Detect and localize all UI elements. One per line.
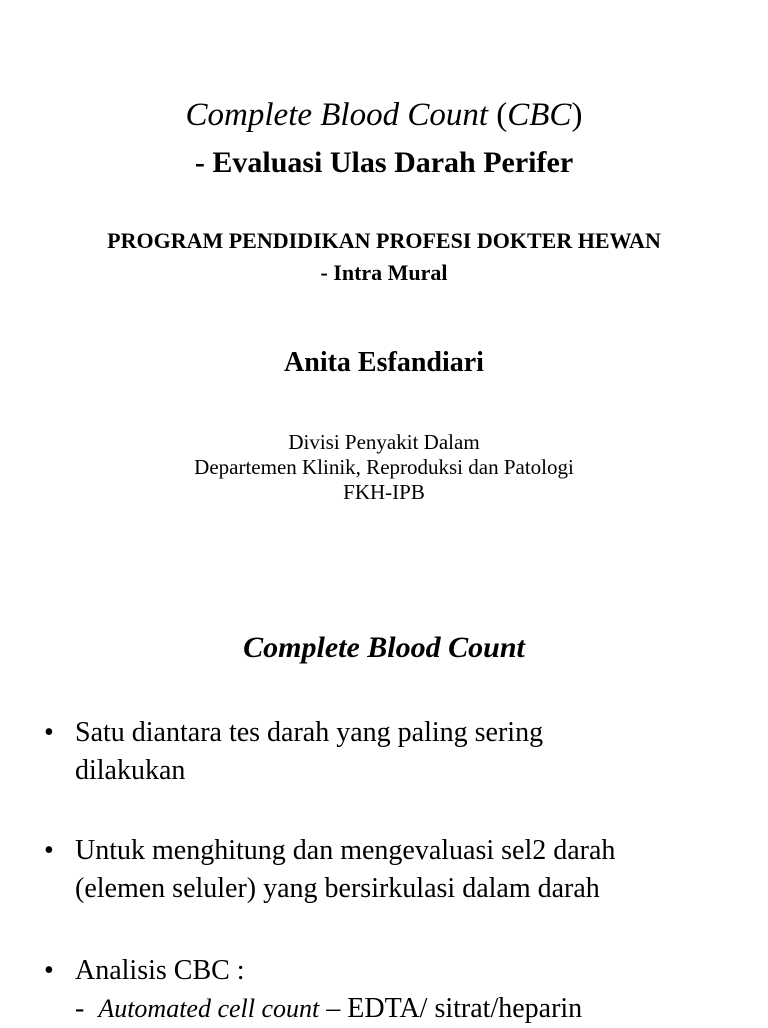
main-title-italic: Complete Blood Count — [185, 97, 489, 133]
sub-bullet-text: – EDTA/ sitrat/heparin — [319, 993, 583, 1024]
affiliation-faculty: FKH-IPB — [343, 480, 425, 504]
bullet-text — [75, 714, 740, 790]
affiliation-division: Divisi Penyakit Dalam — [288, 430, 480, 454]
bullet-text — [75, 952, 740, 990]
sub-bullet-italic: Automated cell count — [98, 994, 320, 1023]
affiliation-department: Departemen Klinik, Reproduksi dan Patologi — [194, 455, 574, 479]
sub-bullet-item — [75, 990, 582, 1028]
program-subtitle: - Intra Mural — [320, 260, 448, 285]
bullet-icon: • — [44, 955, 54, 986]
bullet-line: dilakukan — [75, 755, 186, 786]
program-name: PROGRAM PENDIDIKAN PROFESI DOKTER HEWAN — [107, 228, 661, 253]
main-title-paren-close: ) — [571, 97, 583, 133]
bullet-text — [75, 832, 740, 908]
sub-bullet-dash: - — [75, 993, 85, 1024]
subtitle: - Evaluasi Ulas Darah Perifer — [194, 146, 574, 179]
main-title-abbrev: CBC — [507, 97, 572, 133]
bullet-line: Analisis CBC : — [75, 955, 245, 986]
bullet-icon: • — [44, 717, 54, 748]
bullet-line: Satu diantara tes darah yang paling sering — [75, 717, 544, 748]
main-title-paren-open: ( — [488, 97, 508, 133]
slide-content — [0, 560, 768, 1024]
author-name: Anita Esfandiari — [284, 347, 484, 378]
bullet-icon: • — [44, 835, 54, 866]
bullet-line: (elemen seluler) yang bersirkulasi dalam darah — [75, 873, 600, 904]
bullet-line: Untuk menghitung dan mengevaluasi sel2 darah — [75, 835, 616, 866]
main-title — [0, 94, 768, 136]
slide-heading: Complete Blood Count — [243, 631, 525, 664]
